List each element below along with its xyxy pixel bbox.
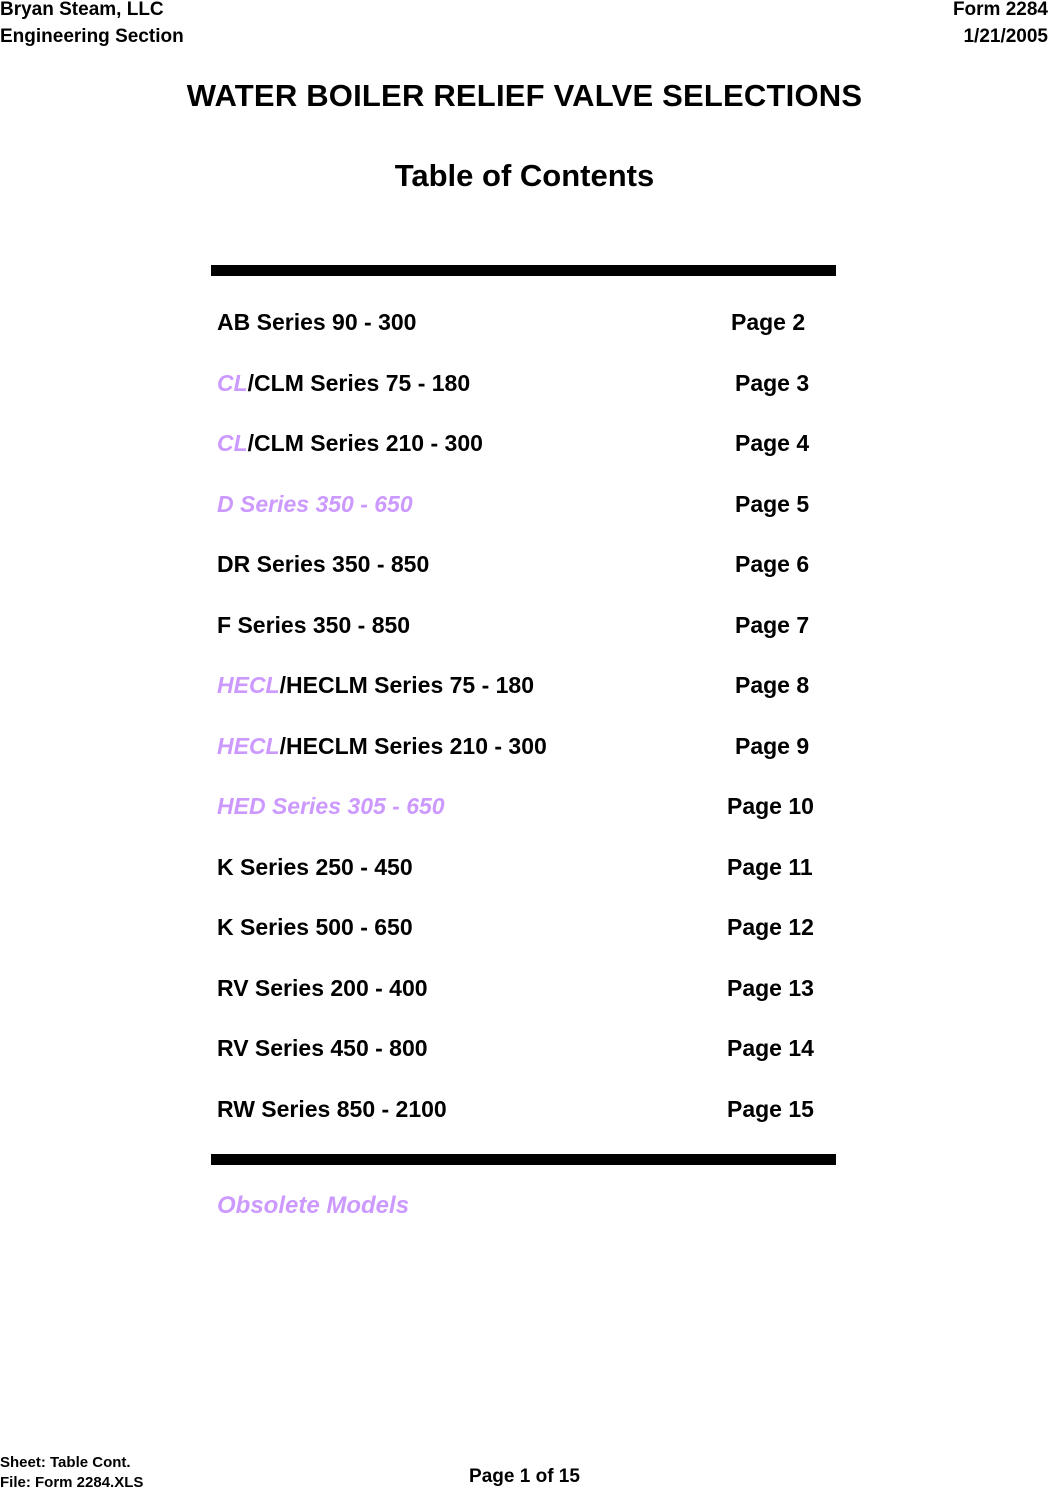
toc-row	[217, 663, 837, 724]
toc-entry-page: Page 7	[735, 611, 810, 638]
toc-entry-name: HECL/HECLM Series 75 - 180	[217, 672, 535, 698]
toc-entry-name: K Series 250 - 450	[217, 853, 413, 880]
obsolete-prefix: CL	[217, 430, 248, 456]
obsolete-prefix: HECL	[217, 672, 280, 698]
form-date: 1/21/2005	[963, 26, 1048, 47]
top-divider	[211, 265, 836, 276]
form-number: Form 2284	[952, 0, 1048, 20]
obsolete-models-legend: Obsolete Models	[217, 1192, 410, 1219]
toc-entry-page: Page 14	[727, 1035, 814, 1061]
section-name: Engineering Section	[0, 26, 184, 47]
header-right	[953, 0, 1048, 48]
toc-row	[217, 361, 837, 422]
toc-row	[217, 784, 837, 845]
toc-row	[217, 482, 837, 543]
file-name: File: Form 2284.XLS	[0, 1474, 144, 1491]
toc-entry-page: Page 12	[727, 914, 814, 940]
obsolete-prefix: CL	[217, 369, 248, 396]
toc-entry-page: Page 11	[727, 853, 813, 880]
header-left	[0, 0, 184, 48]
obsolete-prefix: HECL	[217, 732, 280, 759]
toc-entry-name: CL/CLM Series 210 - 300	[217, 430, 483, 456]
toc-row	[217, 300, 837, 361]
toc-row	[217, 542, 837, 603]
toc-entry-name: RV Series 200 - 400	[217, 974, 428, 1001]
toc-entry-name: RW Series 850 - 2100	[217, 1095, 447, 1122]
document-title: WATER BOILER RELIEF VALVE SELECTIONS	[186, 78, 863, 113]
toc-row	[217, 1087, 837, 1148]
toc-entry-page: Page 3	[735, 369, 810, 396]
toc-entry-page: Page 5	[735, 490, 810, 517]
page-number: Page 1 of 15	[469, 1466, 580, 1487]
toc-entry-page: Page 9	[735, 732, 810, 759]
toc-row	[217, 603, 837, 664]
toc-row	[217, 421, 837, 482]
toc-heading: Table of Contents	[394, 158, 655, 193]
toc-entry-page: Page 13	[727, 974, 814, 1001]
toc-entry-page: Page 6	[735, 551, 810, 577]
toc-entry-name: F Series 350 - 850	[217, 611, 411, 638]
toc-entry-name: D Series 350 - 650	[217, 490, 413, 517]
toc-row	[217, 966, 837, 1027]
bottom-divider	[211, 1154, 836, 1165]
toc-entry-page: Page 2	[731, 309, 806, 335]
toc-entry-page: Page 8	[735, 672, 810, 698]
toc-row	[217, 905, 837, 966]
toc-entry-page: Page 4	[735, 430, 810, 456]
toc-entry-name: DR Series 350 - 850	[217, 551, 430, 577]
toc-entry-name: K Series 500 - 650	[217, 914, 413, 940]
sheet-name: Sheet: Table Cont.	[0, 1454, 131, 1471]
toc-entry-name: AB Series 90 - 300	[217, 309, 417, 335]
toc-entry-name: CL/CLM Series 75 - 180	[217, 369, 471, 396]
table-of-contents	[217, 300, 837, 1147]
toc-row	[217, 724, 837, 785]
toc-entry-name: HED Series 305 - 650	[217, 793, 445, 819]
toc-row	[217, 1026, 837, 1087]
company-name: Bryan Steam, LLC	[0, 0, 164, 20]
toc-entry-name: RV Series 450 - 800	[217, 1035, 428, 1061]
toc-entry-page: Page 15	[727, 1095, 814, 1122]
toc-entry-page: Page 10	[727, 793, 814, 819]
toc-entry-name: HECL/HECLM Series 210 - 300	[217, 732, 547, 759]
toc-row	[217, 845, 837, 906]
